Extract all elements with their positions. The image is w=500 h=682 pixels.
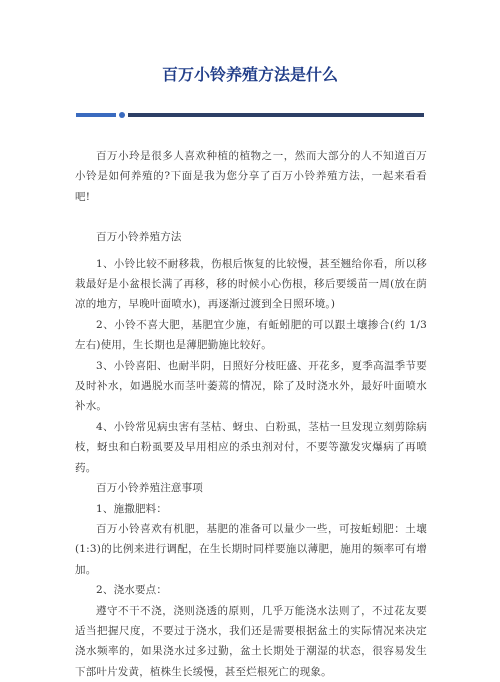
method-paragraph-2: 2、小铃不喜大肥，基肥宜少施，有蚯蚓肥的可以跟土壤掺合(约 1/3 左右)使用，生长期也是薄肥勤施比较好。 <box>75 318 427 352</box>
method-paragraph-3: 3、小铃喜阳、也耐半阴，日照好分枝旺盛、开花多，夏季高温季节要及时补水，如遇脱水而茎叶萎蔫的情况，除了及时浇水外，最好叶面喷水补水。 <box>75 359 427 413</box>
divider-dot <box>119 112 125 118</box>
divider-right-segment <box>128 113 424 117</box>
notes-subheading-watering: 2、浇水要点： <box>96 584 168 597</box>
method-paragraph-4: 4、小铃常见病虫害有茎枯、蚜虫、白粉虱，茎枯一旦发现立刻剪除病枝，蚜虫和白粉虱要及早用相应的杀虫剂对付，不要等激发灾爆病了再喷药。 <box>75 420 427 474</box>
notes-subheading-fertilizer: 1、施撒肥料： <box>96 502 168 515</box>
article-title: 百万小铃养殖方法是什么 <box>161 65 338 84</box>
divider-left-segment <box>76 113 116 117</box>
article-body <box>75 146 427 682</box>
title-divider <box>76 113 424 117</box>
notes-paragraph-fertilizer: 百万小铃喜欢有机肥，基肥的准备可以量少一些，可按蚯蚓肥：土壤(1:3)的比例来进行调配，在生长期时同样要施以薄肥，施用的频率可有增加。 <box>75 522 427 576</box>
method-paragraph-1: 1、小铃比较不耐移栽，伤根后恢复的比较慢，甚至翘给你看，所以移栽最好是小盆根长满了再移，移的时候小心伤根，移后要缓苗一周(放在荫凉的地方，早晚叶面喷水)，再逐渐过渡到全日照环境。) <box>75 257 427 311</box>
notes-paragraph-watering: 遵守不干不浇，浇则浇透的原则，几乎万能浇水法则了，不过花友要适当把握尺度，不要过于浇水，我们还是需要根据盆土的实际情况来决定浇水频率的，如果浇水过多过勤，盆土长期处于潮湿的状态，很容易发生下部叶片发黄，植株生长缓慢，甚至烂根死亡的现象。 <box>75 604 427 678</box>
intro-paragraph: 百万小玲是很多人喜欢种植的植物之一，然而大部分的人不知道百万小铃是如何养殖的?下面是我为您分享了百万小铃养殖方法，一起来看看吧! <box>75 150 427 203</box>
section-heading-notes: 百万小铃养殖注意事项 <box>96 482 203 495</box>
section-heading-methods: 百万小铃养殖方法 <box>96 231 182 244</box>
